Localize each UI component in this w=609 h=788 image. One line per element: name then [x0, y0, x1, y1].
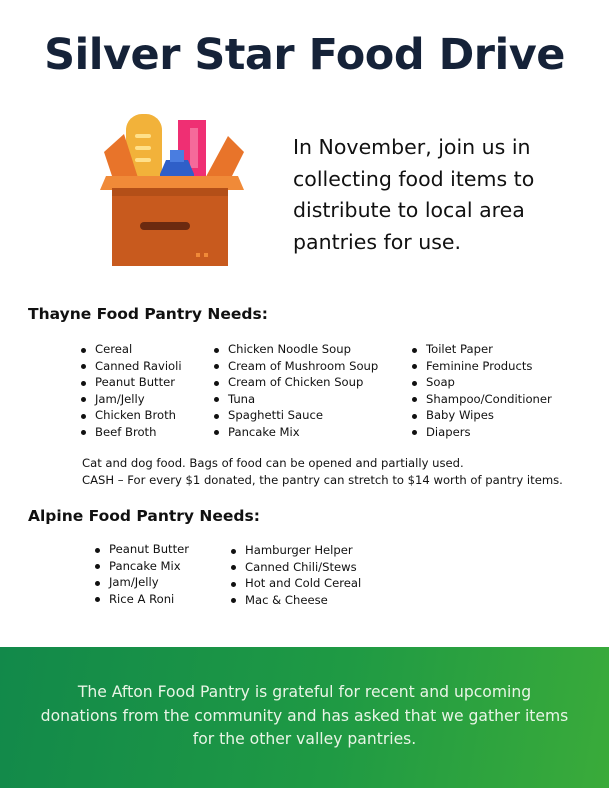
thayne-notes — [82, 455, 563, 488]
footer-banner — [0, 647, 609, 788]
list-item: Cream of Mushroom Soup — [213, 358, 378, 375]
list-item: Chicken Broth — [80, 407, 182, 424]
list-item: Jam/Jelly — [94, 574, 189, 591]
list-item: Beef Broth — [80, 424, 182, 441]
list-item: Canned Chili/Stews — [230, 559, 361, 576]
thayne-list-column-2 — [213, 341, 378, 441]
list-item: Soap — [411, 374, 552, 391]
list-item: Peanut Butter — [94, 541, 189, 558]
thayne-note-cash: CASH – For every $1 donated, the pantry can stretch to $14 worth of pantry items. — [82, 472, 563, 487]
list-item: Spaghetti Sauce — [213, 407, 378, 424]
alpine-heading: Alpine Food Pantry Needs: — [28, 507, 260, 525]
list-item: Shampoo/Conditioner — [411, 391, 552, 408]
list-item: Rice A Roni — [94, 591, 189, 608]
list-item: Cream of Chicken Soup — [213, 374, 378, 391]
alpine-list-column-2 — [230, 542, 361, 608]
footer-text: The Afton Food Pantry is grateful for recent and upcoming donations from the community and has asked that we gather items for the other valley pantries. — [40, 683, 569, 748]
page-title: Silver Star Food Drive — [44, 30, 565, 80]
list-item: Feminine Products — [411, 358, 552, 375]
list-item: Hamburger Helper — [230, 542, 361, 559]
thayne-list-column-3 — [411, 341, 552, 441]
list-item: Chicken Noodle Soup — [213, 341, 378, 358]
list-item: Baby Wipes — [411, 407, 552, 424]
thayne-note-pet-food: Cat and dog food. Bags of food can be opened and partially used. — [82, 456, 464, 470]
list-item: Toilet Paper — [411, 341, 552, 358]
list-item: Jam/Jelly — [80, 391, 182, 408]
list-item: Mac & Cheese — [230, 592, 361, 609]
food-donation-box-icon — [96, 112, 246, 272]
list-item: Hot and Cold Cereal — [230, 575, 361, 592]
list-item: Pancake Mix — [94, 558, 189, 575]
thayne-heading: Thayne Food Pantry Needs: — [28, 305, 268, 323]
alpine-list-column-1 — [94, 541, 189, 607]
list-item: Canned Ravioli — [80, 358, 182, 375]
list-item: Diapers — [411, 424, 552, 441]
list-item: Peanut Butter — [80, 374, 182, 391]
list-item: Cereal — [80, 341, 182, 358]
list-item: Tuna — [213, 391, 378, 408]
thayne-list-column-1 — [80, 341, 182, 441]
list-item: Pancake Mix — [213, 424, 378, 441]
intro-text: In November, join us in collecting food items to distribute to local area pantries for use. — [293, 135, 535, 254]
